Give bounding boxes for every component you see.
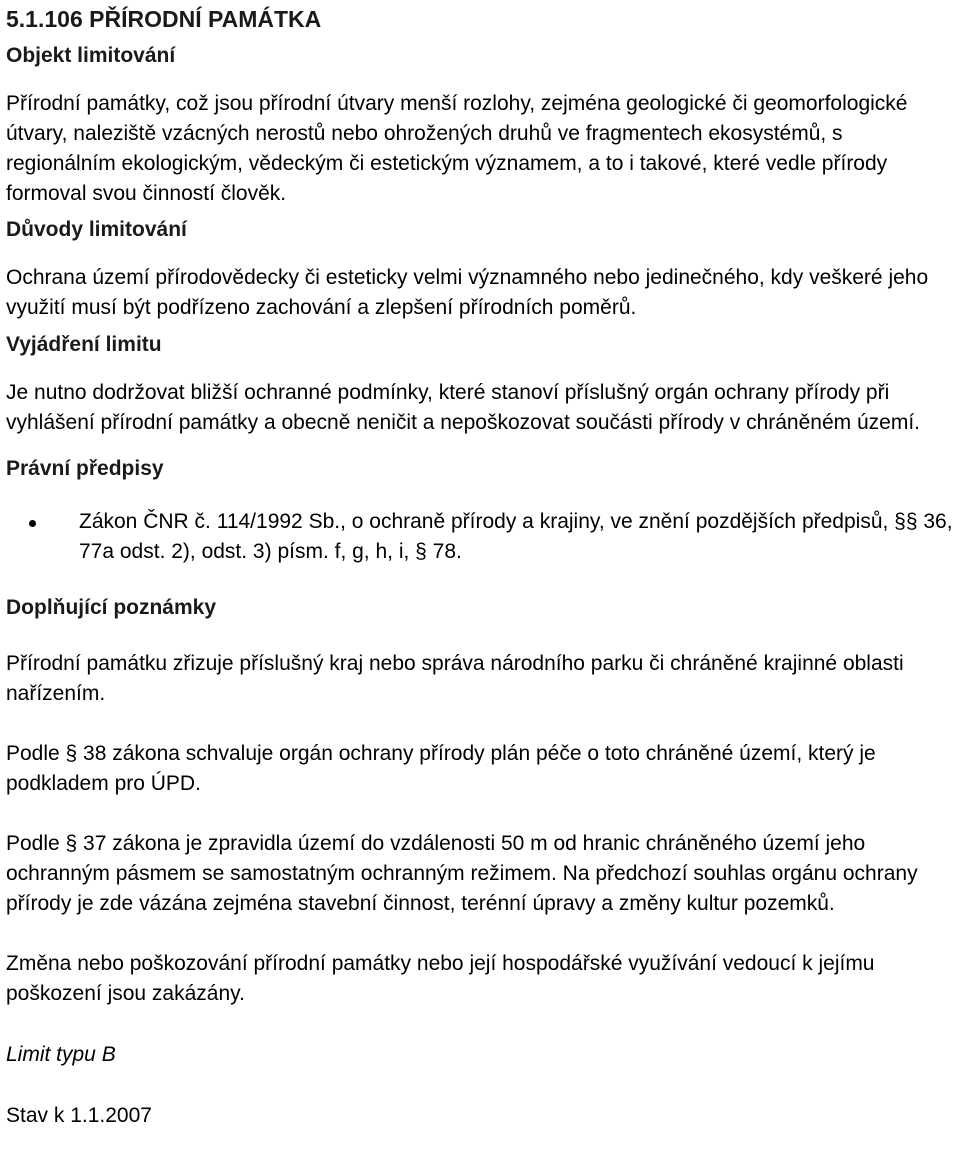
note-paragraph: Přírodní památku zřizuje příslušný kraj nebo správa národního parku či chráněné krajinné oblasti nařízením. (6, 652, 904, 705)
bullet-icon (29, 520, 36, 527)
status-date: Stav k 1.1.2007 (6, 1104, 152, 1127)
law-list (6, 507, 958, 567)
text-objekt-limitovani: Přírodní památky, což jsou přírodní útvary menší rozlohy, zejména geologické či geomorfologické útvary, naleziště vzácných nerostů nebo ohrožených druhů ve fragmentech ekosystémů, s regionálním ekologickým, vědeckým či estetickým významem, a to i takové, které vedle přírody formoval svou činností člověk. (6, 92, 908, 205)
note-paragraph: Podle § 37 zákona je zpravidla území do vzdálenosti 50 m od hranic chráněného území jeho ochranným pásmem se samostatným ochranným režimem. Na předchozí souhlas orgánu ochrany přírody je zde vázána zejména stavební činnost, terénní úpravy a změny kultur pozemků. (6, 832, 918, 915)
heading-pravni-predpisy: Právní předpisy (6, 457, 164, 480)
heading-objekt-limitovani: Objekt limitování (6, 44, 176, 67)
note-paragraph: Podle § 38 zákona schvaluje orgán ochrany přírody plán péče o toto chráněné území, který je podkladem pro ÚPD. (6, 742, 876, 795)
heading-vyjadreni-limitu: Vyjádření limitu (6, 333, 162, 356)
text-vyjadreni-limitu: Je nutno dodržovat bližší ochranné podmínky, které stanoví příslušný orgán ochrany přírody při vyhlášení přírodní památky a obecně neničit a nepoškozovat součásti přírody v chráněném území. (6, 381, 920, 434)
page-title: 5.1.106 PŘÍRODNÍ PAMÁTKA (6, 6, 322, 32)
list-item (6, 507, 958, 567)
law-item-text: Zákon ČNR č. 114/1992 Sb., o ochraně přírody a krajiny, ve znění pozdějších předpisů, §§ 36, 77a odst. 2), odst. 3) písm. f, g, h, i, § 78. (79, 510, 953, 563)
heading-duvody-limitovani: Důvody limitování (6, 218, 187, 241)
text-duvody-limitovani: Ochrana území přírodovědecky či esteticky velmi významného nebo jedinečného, kdy veškeré jeho využití musí být podřízeno zachování a zlepšení přírodních poměrů. (6, 266, 929, 319)
note-paragraph: Změna nebo poškozování přírodní památky nebo její hospodářské využívání vedoucí k jejímu poškození jsou zakázány. (6, 952, 875, 1005)
document-page (6, 0, 958, 1131)
limit-type: Limit typu B (6, 1043, 116, 1066)
heading-doplnujici-poznamky: Doplňující poznámky (6, 596, 217, 619)
